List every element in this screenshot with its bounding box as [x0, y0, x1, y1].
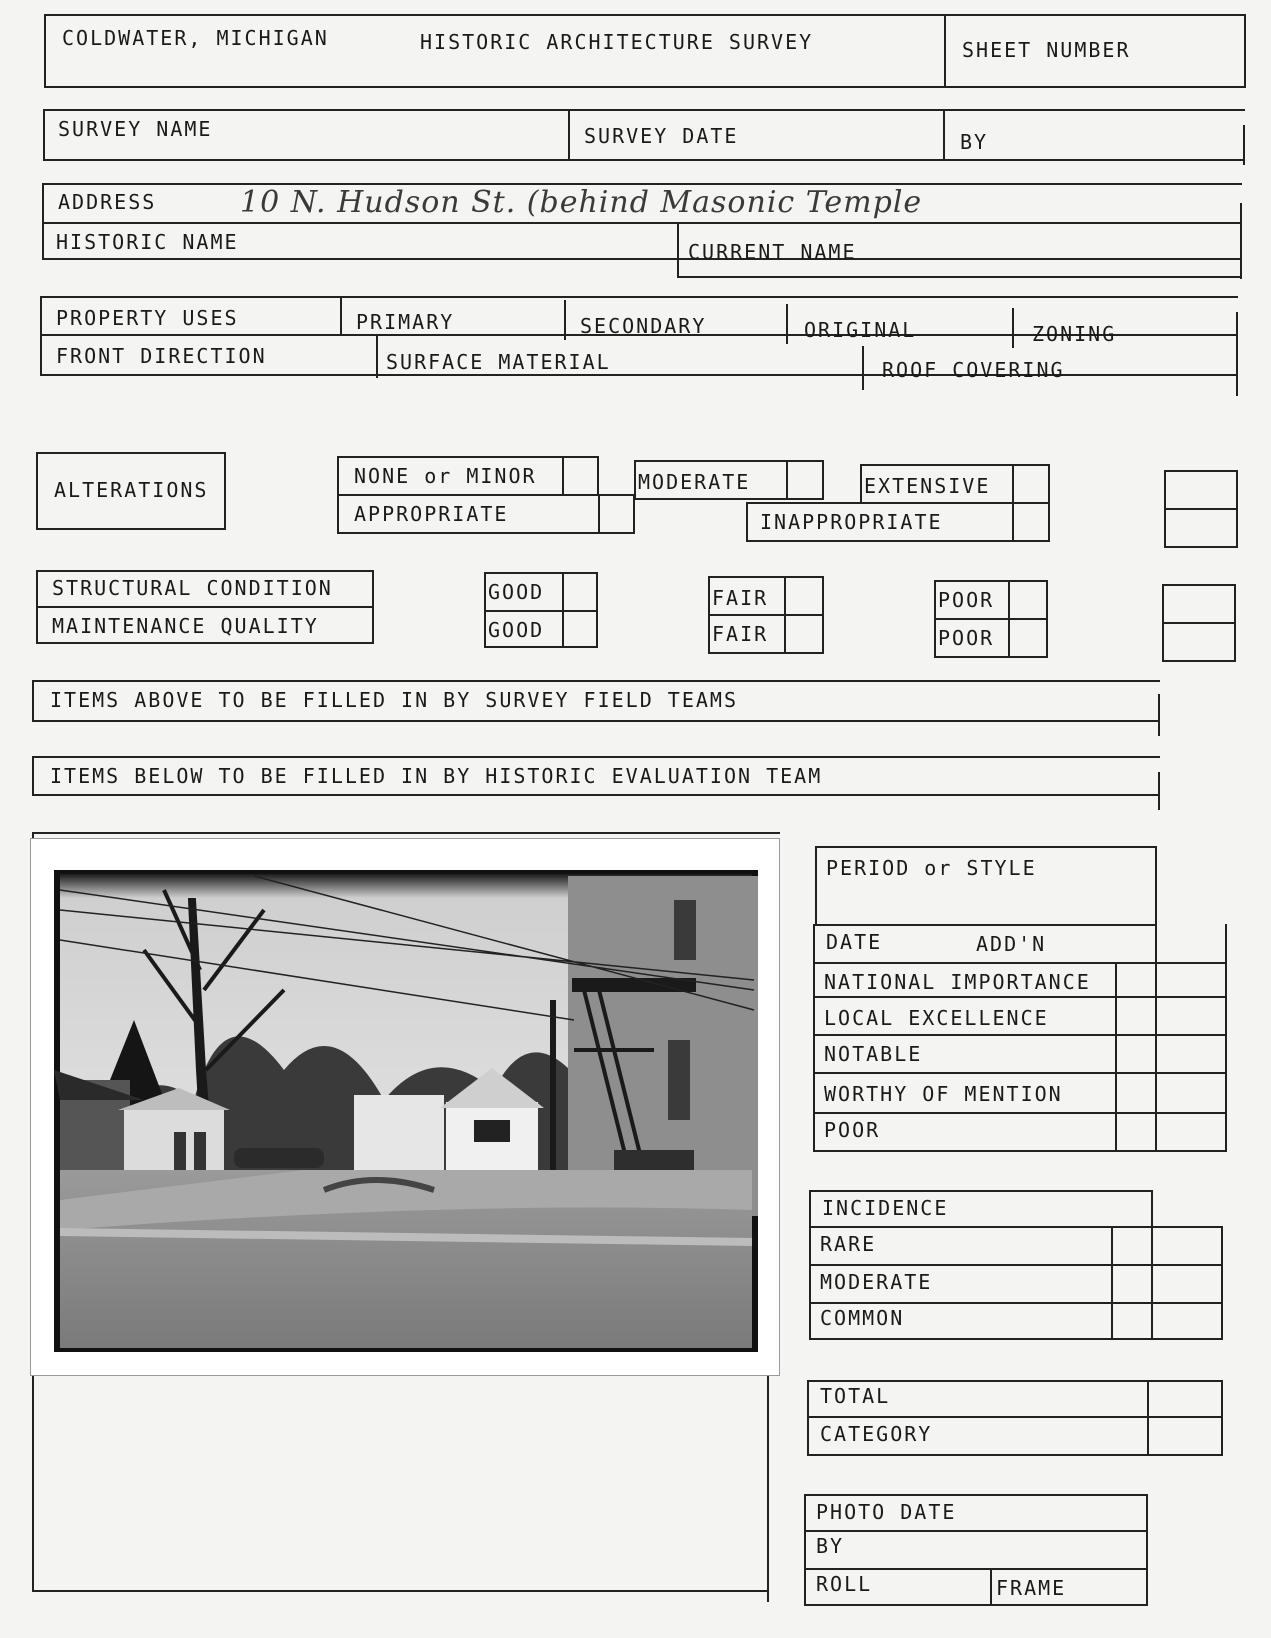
photo-date-label: PHOTO DATE — [816, 1500, 957, 1524]
local-bottom-line — [813, 1034, 1227, 1036]
photo-area-bottom — [32, 1590, 768, 1592]
poor-check-divider — [1008, 580, 1010, 658]
worthy-of-mention-label: WORTHY OF MENTION — [824, 1082, 1063, 1106]
form-title: HISTORIC ARCHITECTURE SURVEY — [420, 30, 814, 54]
structural-good-label: GOOD — [488, 580, 545, 604]
rare-label: RARE — [820, 1232, 877, 1256]
parked-car — [234, 1148, 324, 1168]
date-bottom-line — [813, 962, 1227, 964]
photo-area-top — [32, 832, 780, 834]
current-name-bottom-line — [678, 276, 1242, 278]
inappropriate-check-divider — [1012, 502, 1014, 542]
by-label: BY — [960, 130, 989, 154]
total-label: TOTAL — [820, 1384, 891, 1408]
evaluation-poor-label: POOR — [824, 1118, 881, 1142]
total-divider — [807, 1416, 1223, 1418]
field-teams-note: ITEMS ABOVE TO BE FILLED IN BY SURVEY FIELD TEAMS — [50, 688, 739, 712]
survey-date-label: SURVEY DATE — [584, 124, 739, 148]
roof-divider — [862, 346, 864, 390]
header-divider — [944, 14, 946, 88]
moderate-check-divider — [786, 460, 788, 500]
alterations-score-divider — [1164, 508, 1238, 510]
survey-name-label: SURVEY NAME — [58, 117, 213, 141]
national-importance-label: NATIONAL IMPORTANCE — [824, 970, 1091, 994]
small-house — [354, 1095, 444, 1170]
surface-material-label: SURFACE MATERIAL — [386, 350, 611, 374]
incidence-moderate-label: MODERATE — [820, 1270, 933, 1294]
evaluation-col-1 — [1115, 962, 1117, 1152]
evaluation-team-right-edge — [1158, 772, 1160, 810]
maintenance-fair-label: FAIR — [712, 622, 769, 646]
good-divider — [484, 610, 598, 612]
front-direction-label: FRONT DIRECTION — [56, 344, 267, 368]
maintenance-good-label: GOOD — [488, 618, 545, 642]
survey-divider-1 — [568, 109, 570, 161]
property-uses-label: PROPERTY USES — [56, 306, 239, 330]
condition-score-divider — [1162, 622, 1236, 624]
roof-covering-label: ROOF COVERING — [882, 358, 1065, 382]
date-top-line — [813, 924, 1157, 926]
primary-divider — [340, 296, 342, 336]
notable-label: NOTABLE — [824, 1042, 923, 1066]
property-right-edge — [1236, 312, 1238, 396]
address-left-edge — [42, 183, 44, 258]
rare-bottom-line — [809, 1264, 1223, 1266]
good-check-divider — [562, 572, 564, 648]
notable-bottom-line — [813, 1072, 1227, 1074]
survey-right-edge — [1243, 125, 1245, 165]
city-label: COLDWATER, MICHIGAN — [62, 26, 329, 50]
fair-divider — [708, 614, 824, 616]
address-handwritten-value: 10 N. Hudson St. (behind Masonic Temple — [240, 185, 923, 220]
structural-fair-label: FAIR — [712, 586, 769, 610]
period-style-label: PERIOD or STYLE — [826, 856, 1037, 880]
historic-name-label: HISTORIC NAME — [56, 230, 239, 254]
total-col — [1147, 1380, 1149, 1456]
structural-poor-label: POOR — [938, 588, 995, 612]
none-or-minor-check-divider — [562, 456, 564, 496]
original-label: ORIGINAL — [804, 318, 917, 342]
building-photograph — [54, 870, 758, 1352]
poor-divider — [934, 618, 1048, 620]
photo-by-divider — [804, 1568, 1148, 1570]
zoning-label: ZONING — [1032, 322, 1117, 346]
alterations-label: ALTERATIONS — [54, 478, 209, 502]
address-bottom-line — [42, 258, 1242, 260]
address-label: ADDRESS — [58, 190, 157, 214]
zoning-divider — [1012, 308, 1014, 348]
original-divider — [786, 304, 788, 344]
field-teams-right-edge — [1158, 694, 1160, 736]
evaluation-col-2 — [1155, 924, 1157, 1152]
photo-by-label: BY — [816, 1534, 845, 1558]
primary-label: PRIMARY — [356, 310, 455, 334]
national-bottom-line — [813, 996, 1227, 998]
secondary-label: SECONDARY — [580, 314, 707, 338]
moderate-label: MODERATE — [638, 470, 751, 494]
frame-label: FRAME — [996, 1576, 1067, 1600]
extensive-label: EXTENSIVE — [864, 474, 991, 498]
worthy-bottom-line — [813, 1112, 1227, 1114]
maintenance-quality-label: MAINTENANCE QUALITY — [52, 614, 319, 638]
survey-divider-2 — [943, 109, 945, 161]
address-right-edge — [1240, 203, 1242, 279]
address-mid-line — [42, 222, 1242, 224]
fair-check-divider — [784, 576, 786, 654]
date-label: DATE — [826, 930, 883, 954]
roll-frame-divider — [990, 1568, 992, 1606]
category-label: CATEGORY — [820, 1422, 933, 1446]
none-or-minor-label: NONE or MINOR — [354, 464, 537, 488]
local-excellence-label: LOCAL EXCELLENCE — [824, 1006, 1049, 1030]
addn-label: ADD'N — [976, 932, 1047, 956]
roll-label: ROLL — [816, 1572, 873, 1596]
incidence-label: INCIDENCE — [822, 1196, 949, 1220]
photo-date-divider — [804, 1530, 1148, 1532]
secondary-divider — [564, 300, 566, 340]
sheet-number-label: SHEET NUMBER — [962, 38, 1131, 62]
appropriate-check-divider — [598, 494, 600, 534]
structural-condition-label: STRUCTURAL CONDITION — [52, 576, 333, 600]
moderate-bottom-line — [809, 1302, 1223, 1304]
incidence-col-2 — [1151, 1190, 1153, 1340]
surface-divider — [376, 334, 378, 378]
common-label: COMMON — [820, 1306, 905, 1330]
incidence-col-1 — [1111, 1226, 1113, 1340]
appropriate-label: APPROPRIATE — [354, 502, 509, 526]
inappropriate-label: INAPPROPRIATE — [760, 510, 943, 534]
current-name-label: CURRENT NAME — [688, 240, 857, 264]
maintenance-poor-label: POOR — [938, 626, 995, 650]
extensive-check-divider — [1012, 464, 1014, 504]
evaluation-team-note: ITEMS BELOW TO BE FILLED IN BY HISTORIC EVALUATION TEAM — [50, 764, 823, 788]
current-name-divider — [677, 222, 679, 278]
